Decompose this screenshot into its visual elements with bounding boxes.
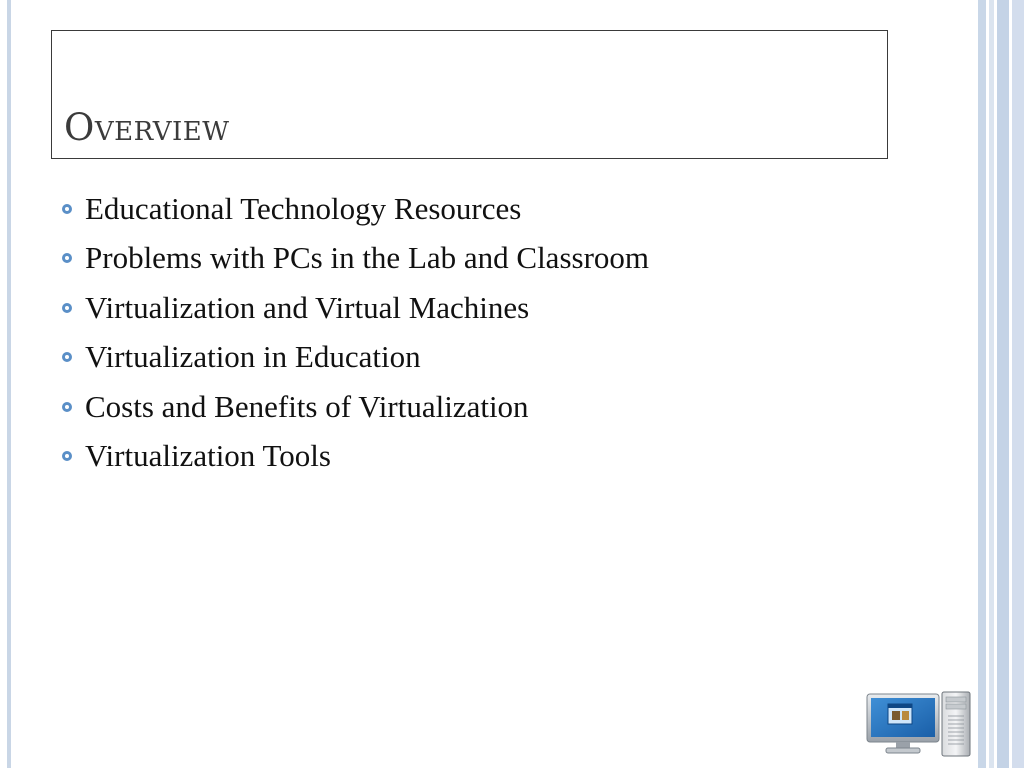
stripe — [997, 0, 1009, 768]
stripe — [978, 0, 986, 768]
bullet-text: Virtualization Tools — [85, 438, 331, 474]
list-item — [62, 333, 649, 383]
list-item — [62, 234, 649, 284]
stripe — [1012, 0, 1024, 768]
bullet-text: Educational Technology Resources — [85, 190, 522, 226]
list-item — [62, 283, 649, 333]
list-item — [62, 184, 649, 234]
ring-bullet-icon — [62, 253, 72, 263]
stripe — [989, 0, 994, 768]
bullet-list — [62, 184, 649, 481]
right-decorative-stripes — [976, 0, 1024, 768]
ring-bullet-icon — [62, 204, 72, 214]
ring-bullet-icon — [62, 402, 72, 412]
bullet-text: Virtualization in Education — [85, 339, 421, 375]
slide-title: Overview — [64, 106, 230, 149]
bullet-text: Virtualization and Virtual Machines — [85, 289, 530, 325]
bullet-text: Costs and Benefits of Virtualization — [85, 388, 529, 424]
ring-bullet-icon — [62, 451, 72, 461]
left-accent-rule — [7, 0, 11, 768]
bullet-text: Problems with PCs in the Lab and Classroom — [85, 240, 650, 276]
list-item — [62, 432, 649, 482]
computer-clipart-icon — [866, 690, 972, 758]
ring-bullet-icon — [62, 303, 72, 313]
list-item — [62, 382, 649, 432]
ring-bullet-icon — [62, 352, 72, 362]
title-box — [51, 30, 888, 159]
